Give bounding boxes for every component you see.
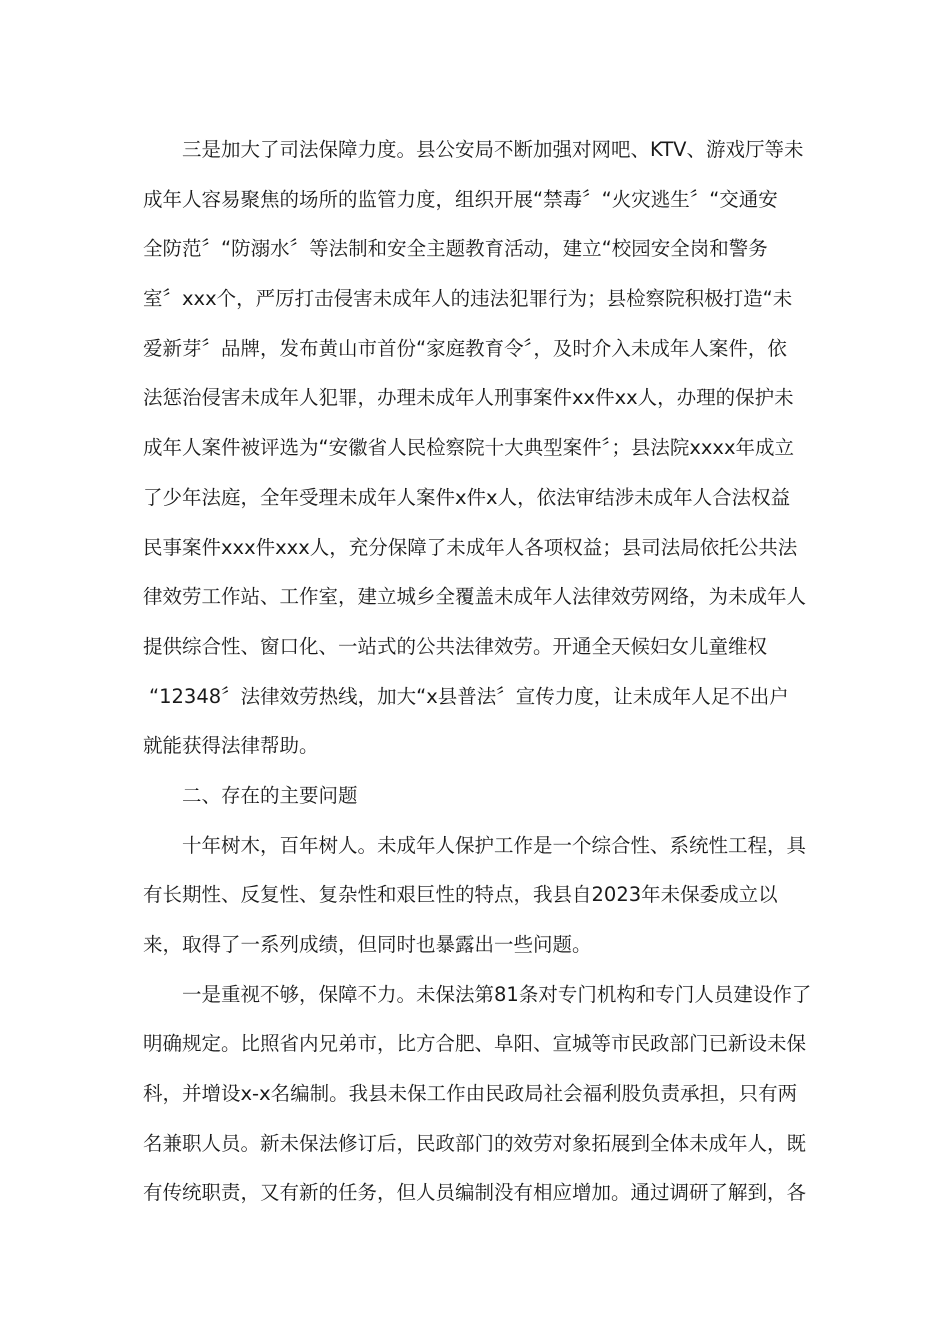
paragraph-judicial-protection-line: 了少年法庭，全年受理未成年人案件x件x人，依法审结涉未成年人合法权益 — [143, 485, 791, 509]
paragraph-issue-one-line: 一是重视不够，保障不力。未保法第81条对专门机构和专门人员建设作了 — [182, 982, 812, 1006]
section-heading: 二、存在的主要问题 — [182, 783, 358, 807]
paragraph-intro-line: 十年树木，百年树人。未成年人保护工作是一个综合性、系统性工程，具 — [182, 833, 807, 857]
paragraph-judicial-protection-line: 三是加大了司法保障力度。县公安局不断加强对网吧、KTV、游戏厅等未 — [182, 138, 804, 161]
paragraph-judicial-protection-line: 律效劳工作站、工作室，建立城乡全覆盖未成年人法律效劳网络，为未成年人 — [143, 585, 807, 609]
paragraph-judicial-protection-line: 室〞xxx个，严厉打击侵害未成年人的违法犯罪行为；县检察院积极打造“未 — [143, 287, 793, 311]
paragraph-issue-one-line: 明确规定。比照省内兄弟市，比方合肥、阜阳、宣城等市民政部门已新设未保 — [143, 1032, 807, 1056]
paragraph-judicial-protection-line: 民事案件xxx件xxx人，充分保障了未成年人各项权益；县司法局依托公共法 — [143, 535, 798, 559]
paragraph-judicial-protection-line: 成年人案件被评选为“安徽省人民检察院十大典型案件〞；县法院xxxx年成立 — [143, 436, 795, 460]
paragraph-judicial-protection-line: 就能获得法律帮助。 — [143, 734, 319, 758]
paragraph-issue-one-line: 有传统职责，又有新的任务，但人员编制没有相应增加。通过调研了解到，各 — [143, 1181, 807, 1205]
document-body — [143, 125, 813, 1218]
paragraph-issue-one-line: 名兼职人员。新未保法修订后，民政部门的效劳对象拓展到全体未成年人，既 — [143, 1131, 807, 1155]
paragraph-judicial-protection-line: 法惩治侵害未成年人犯罪，办理未成年人刑事案件xx件xx人，办理的保护未 — [143, 386, 794, 410]
paragraph-judicial-protection-line: 提供综合性、窗口化、一站式的公共法律效劳。开通全天候妇女儿童维权 — [143, 634, 768, 658]
paragraph-judicial-protection-line: 成年人容易聚焦的场所的监管力度，组织开展“禁毒〞“火灾逃生〞“交通安 — [143, 187, 778, 211]
paragraph-intro-line: 有长期性、反复性、复杂性和艰巨性的特点，我县自2023年未保委成立以 — [143, 883, 778, 907]
paragraph-intro-line: 来，取得了一系列成绩，但同时也暴露出一些问题。 — [143, 933, 592, 956]
paragraph-judicial-protection-line: “12348〞法律效劳热线，加大“x县普法〞宣传力度，让未成年人足不出户 — [149, 684, 789, 708]
paragraph-issue-one-line: 科，并增设x-x名编制。我县未保工作由民政局社会福利股负责承担，只有两 — [143, 1082, 798, 1106]
paragraph-judicial-protection-line: 爱新芽〞品牌，发布黄山市首份“家庭教育令〞，及时介入未成年人案件，依 — [143, 336, 787, 360]
paragraph-judicial-protection-line: 全防范〞“防溺水〞等法制和安全主题教育活动，建立“校园安全岗和警务 — [143, 237, 768, 261]
